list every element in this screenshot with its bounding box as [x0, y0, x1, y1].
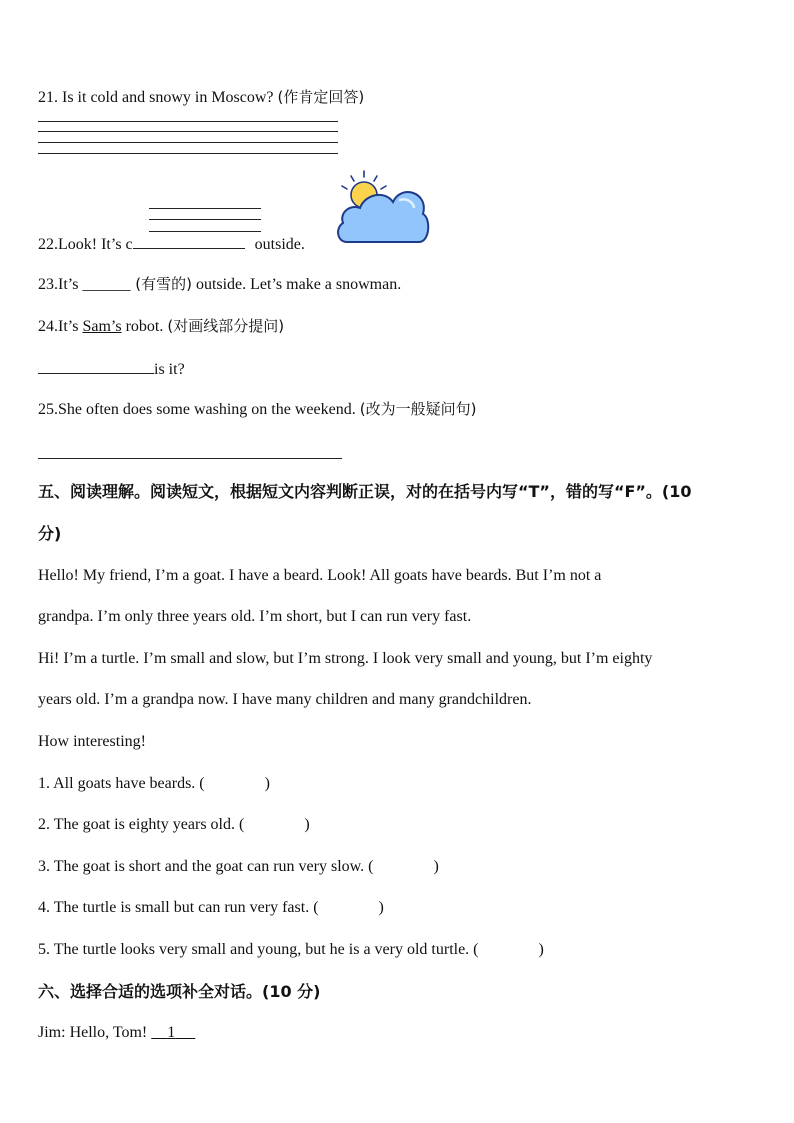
statement-1-close: ) [264, 775, 270, 792]
section-5-heading-cont: 分) [38, 524, 62, 543]
question-23-hint: (有雪的) [130, 275, 192, 293]
statement-5-close: ) [538, 941, 544, 958]
section-6-heading: 六、选择合适的选项补全对话。(10 分) [38, 982, 321, 1001]
passage-line-4: years old. I’m a grandpa now. I have many children and many grandchildren. [38, 691, 532, 708]
question-24-answer-suffix: is it? [154, 361, 185, 378]
question-24-hint: (对画线部分提问) [167, 317, 285, 335]
dialog-blank-number: 1 [167, 1024, 176, 1041]
statement-2-close: ) [304, 816, 310, 833]
question-22 [38, 232, 305, 255]
passage-line-5: How interesting! [38, 733, 146, 750]
question-21 [38, 87, 364, 108]
statement-3-close: ) [433, 858, 439, 875]
answer-line-22a[interactable] [149, 208, 261, 209]
statement-3 [38, 857, 439, 877]
question-24-answer [38, 357, 185, 380]
statement-1 [38, 774, 270, 794]
question-22-suffix: outside. [250, 236, 305, 253]
question-24-prefix: 24.It’s [38, 318, 83, 335]
question-23-suffix: outside. Let’s make a snowman. [191, 276, 402, 293]
statement-5 [38, 940, 544, 960]
answer-line-21d[interactable] [38, 153, 338, 154]
section-5-heading: 五、阅读理解。阅读短文，根据短文内容判断正误，对的在括号内写“T”，错的写“F”。(10 [38, 482, 692, 501]
statement-4 [38, 898, 384, 918]
statement-3-text: 3. The goat is short and the goat can run very slow. ( [38, 858, 374, 875]
passage-line-3: Hi! I’m a turtle. I’m small and slow, but I’m strong. I look very small and young, but I’m eighty [38, 650, 653, 667]
passage-line-1: Hello! My friend, I’m a goat. I have a beard. Look! All goats have beards. But I’m not a [38, 567, 602, 584]
question-23 [38, 274, 401, 295]
question-24-suffix: robot. [121, 318, 168, 335]
answer-line-21a[interactable] [38, 121, 338, 122]
question-24-underlined: Sam’s [82, 318, 122, 335]
question-25-text: 25.She often does some washing on the weekend. [38, 401, 360, 418]
question-22-blank[interactable] [133, 232, 245, 249]
passage-line-2: grandpa. I’m only three years old. I’m short, but I can run very fast. [38, 608, 472, 625]
dialog-blank-1[interactable] [151, 1024, 195, 1041]
statement-1-text: 1. All goats have beards. ( [38, 775, 205, 792]
answer-line-21b[interactable] [38, 131, 338, 132]
statement-5-text: 5. The turtle looks very small and young, but he is a very old turtle. ( [38, 941, 479, 958]
dialog-line-1-prefix: Jim: Hello, Tom! [38, 1024, 152, 1041]
statement-2-text: 2. The goat is eighty years old. ( [38, 816, 245, 833]
question-25-hint: (改为一般疑问句) [359, 400, 477, 418]
question-21-text: 21. Is it cold and snowy in Moscow? [38, 89, 278, 106]
statement-4-close: ) [378, 899, 384, 916]
question-24-answer-blank[interactable] [38, 357, 154, 374]
question-24 [38, 316, 284, 337]
question-23-prefix: 23.It’s [38, 276, 83, 293]
sun-behind-cloud-icon [333, 168, 431, 248]
question-25 [38, 399, 476, 420]
answer-line-25[interactable] [38, 458, 342, 459]
answer-line-21c[interactable] [38, 142, 338, 143]
question-23-blank[interactable]: ______ [82, 276, 131, 293]
answer-line-22b[interactable] [149, 219, 261, 220]
statement-2 [38, 815, 310, 835]
question-22-prefix: 22.Look! It’s c [38, 236, 133, 253]
question-21-hint: (作肯定回答) [277, 88, 365, 106]
dialog-line-1 [38, 1023, 195, 1043]
statement-4-text: 4. The turtle is small but can run very fast. ( [38, 899, 319, 916]
